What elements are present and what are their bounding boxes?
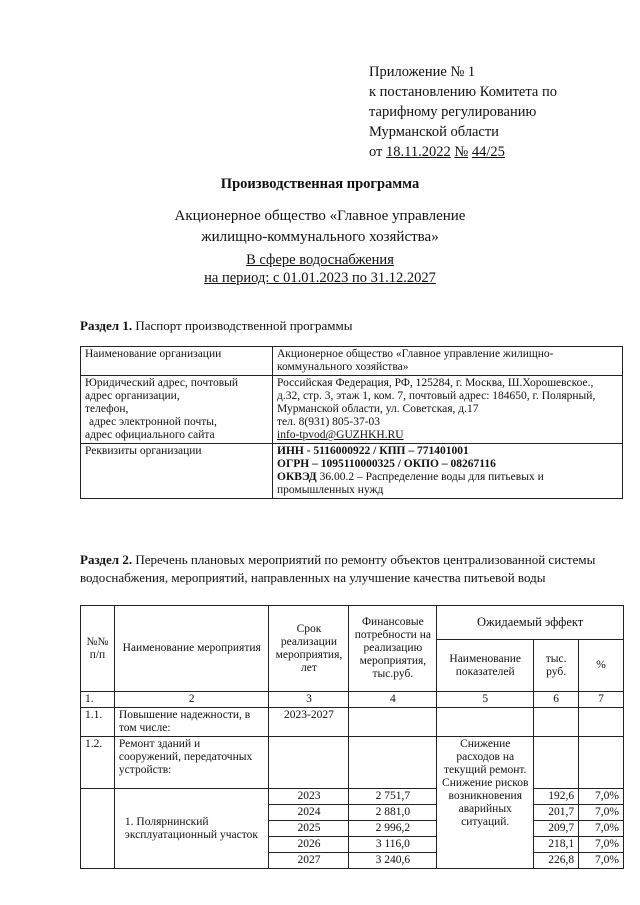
annex-block [369,62,557,162]
table-row [81,444,623,499]
effect-thousand: 192,6 [534,789,579,805]
section2-label: Раздел 2. [80,552,133,567]
row-term: 2023-2027 [269,708,349,737]
table-cell [534,737,579,789]
okved-code: ОКВЭД [277,471,317,483]
table-cell [81,789,115,869]
table-row [81,737,624,789]
addr-label-2: телефон, [85,403,129,415]
passport-table [80,346,623,499]
col-number: 5 [437,692,534,708]
table-cell [269,737,349,789]
effect-percent: 7,0% [579,821,624,837]
addr-value-1: Российская Федерация, РФ, 125284, г. Москва, Ш.Хорошевское., д.32, стр. 3, этаж 1, ком. 7, почтовый адрес: 184650, г. Полярный, Мурманской области, ул. Советская, д.17 [277,377,596,415]
ogrn-line: ОГРН – 1095110000325 / ОКПО – 08267116 [277,458,496,470]
header-term: Срок реализации мероприятия, лет [269,606,349,692]
header-finance: Финансовые потребности на реализацию мероприятия, тыс.руб. [349,606,437,692]
effect-thousand: 201,7 [534,805,579,821]
year: 2025 [269,821,349,837]
table-cell [579,708,624,737]
effect-percent: 7,0% [579,789,624,805]
header-thousand-rub: тыс. руб. [534,640,579,692]
col-number: 2 [114,692,269,708]
amount: 3 240,6 [349,853,437,869]
table-row [81,347,623,376]
inn-line: ИНН - 5116000922 / КПП – 771401001 [277,445,469,457]
table-header-row [81,606,624,640]
effect-thousand: 226,8 [534,853,579,869]
addr-label-1: Юридический адрес, почтовый адрес организации, [85,377,239,402]
okved-text: 36.00.2 – Распределение воды для питьевых и промышленных нужд [277,471,544,496]
effect-description [437,737,534,869]
effect-thousand: 218,1 [534,837,579,853]
col-number: 3 [269,692,349,708]
header-indicators: Наименование показателей [437,640,534,692]
period-line: на период: с 01.01.2023 по 31.12.2027 [204,270,436,286]
effect-percent: 7,0% [579,805,624,821]
effect-thousand: 209,7 [534,821,579,837]
table-cell [534,708,579,737]
amount: 2 996,2 [349,821,437,837]
col-number: 7 [579,692,624,708]
phone: тел. 8(931) 805-37-03 [277,416,381,428]
annex-line1: Приложение № 1 [369,64,476,80]
section2-title: Перечень плановых мероприятий по ремонту объектов централизованной системы водоснабжения, мероприятий, направленных на улучшение качества питьевой воды [80,552,596,585]
row-name: Ремонт зданий и сооружений, передаточных устройств: [114,737,269,789]
table-row [81,376,623,444]
annex-date-line [369,142,557,162]
section2-heading [80,551,635,587]
effect-line-1: Снижение расходов на текущий ремонт. [444,738,527,776]
annex-date-prefix: от [369,144,383,160]
year: 2023 [269,789,349,805]
amount: 3 116,0 [349,837,437,853]
table-cell [437,708,534,737]
header-effect: Ожидаемый эффект [437,606,624,640]
addr-label-3: адрес электронной почты, [89,416,217,428]
year-row [81,789,624,805]
row-name: Повышение надежности, в том числе: [114,708,269,737]
amount: 2 751,7 [349,789,437,805]
section1-label: Раздел 1. [80,318,133,333]
email-link[interactable]: info-tpvod@GUZHKH.RU [277,429,404,441]
effect-percent: 7,0% [579,837,624,853]
table-cell [349,737,437,789]
sphere-line: В сфере водоснабжения [246,252,394,268]
table-cell: Наименование организации [81,347,273,376]
row-num: 1.1. [81,708,115,737]
table-row [81,708,624,737]
table-cell [273,444,623,499]
table-cell: Акционерное общество «Главное управление жилищно-коммунального хозяйства» [273,347,623,376]
header-name: Наименование мероприятия [114,606,269,692]
addr-label-4: адрес официального сайта [85,429,215,441]
header-num: №№ п/п [81,606,115,692]
year: 2026 [269,837,349,853]
row-num: 1.2. [81,737,115,789]
col-number: 4 [349,692,437,708]
okved-line [277,471,618,497]
header-percent: % [579,640,624,692]
table-cell [81,376,273,444]
document-title: Производственная программа [220,176,420,192]
plan-table [80,605,624,869]
section1-title: Паспорт производственной программы [135,318,353,333]
annex-num-prefix: № [454,144,469,160]
annex-num: 44/25 [471,144,505,160]
table-cell [273,376,623,444]
amount: 2 881,0 [349,805,437,821]
annex-date: 18.11.2022 [386,144,451,160]
year: 2027 [269,853,349,869]
site-name: 1. Полярнинский эксплуатационный участок [114,789,269,869]
table-cell [349,708,437,737]
effect-percent: 7,0% [579,853,624,869]
table-cell: Реквизиты организации [81,444,273,499]
annex-line2: к постановлению Комитета по [369,84,557,100]
year: 2024 [269,805,349,821]
section1-heading [80,318,352,334]
annex-line3: тарифному регулированию [369,104,537,120]
col-number: 6 [534,692,579,708]
table-cell [579,737,624,789]
annex-line4: Мурманской области [369,124,499,140]
org-name-line2: жилищно-коммунального хозяйства» [201,229,439,245]
column-number-row [81,692,624,708]
col-number: 1. [81,692,115,708]
effect-line-2: Снижение рисков возникновения аварийных ситуаций. [442,777,529,828]
org-name-line1: Акционерное общество «Главное управление [174,208,466,224]
